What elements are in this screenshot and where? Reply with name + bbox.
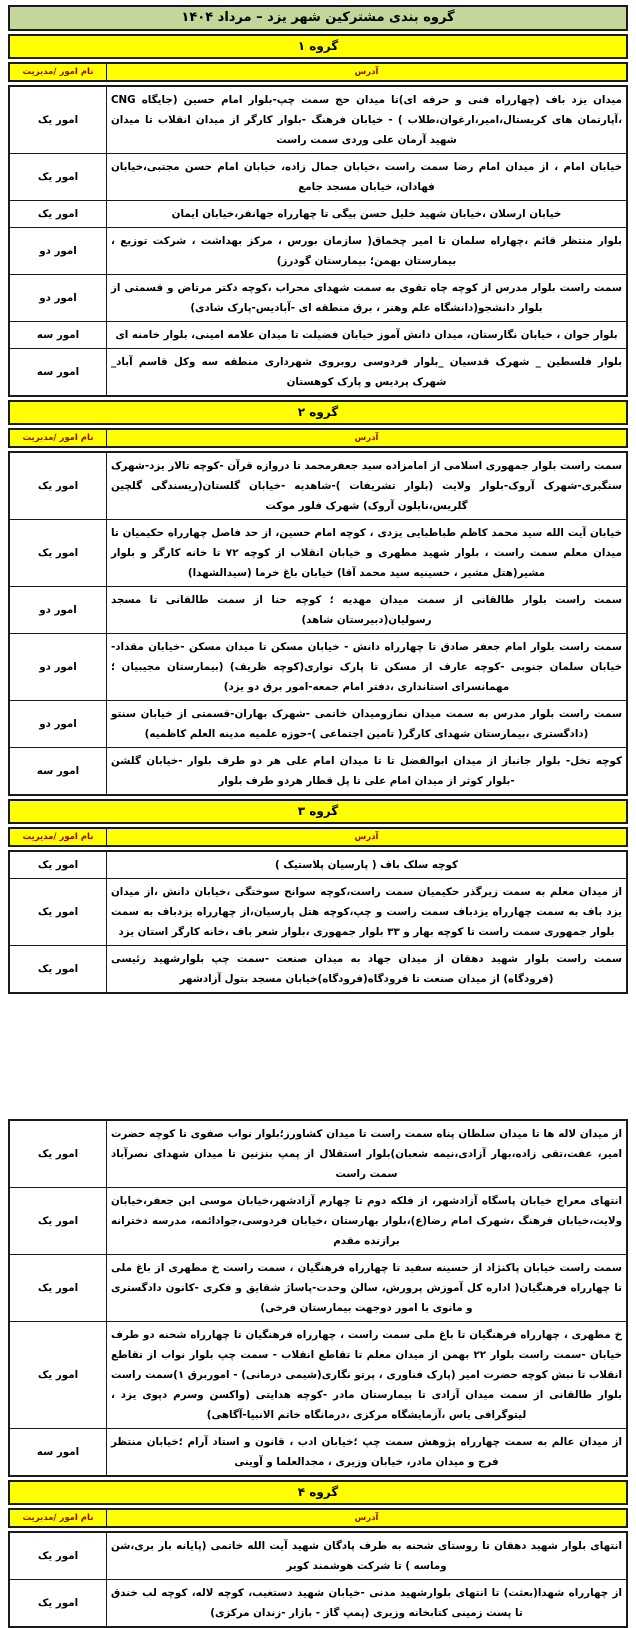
- table-row: [10, 1322, 626, 1429]
- address-cell: از میدان معلم به سمت زیرگذر حکیمیان سمت راست،کوچه سوانح سوختگی ،خیابان دانش ،از میدان یزد باف به سمت چهارراه یزدباف سمت راست و چپ،کوچه هتل پارسیان،از چهارراه یزدباف به سمت بلوار جمهوری سمت راست تا کوچه بهار و ۳۳ بلوار جمهوری ،بلوار شعر باف ،خانه کارگر استان یزد: [111, 886, 622, 938]
- department-cell: امور یک: [10, 154, 107, 200]
- table-row: [10, 349, 626, 395]
- table-row: [10, 275, 626, 322]
- department-cell: امور یک: [10, 1121, 107, 1187]
- address-cell: سمت راست بلوار امام جعفر صادق تا چهارراه دانش - خیابان مسکن تا میدان مسکن -خیابان مقداد-خیابان سلمان جنوبی -کوچه عارف از مسکن تا پارک نواری(کوچه ظریف) (بیمارستان مجیبیان ؛ مهمانسرای استانداری ،دفتر امام جمعه-امور برق دو یزد): [111, 641, 622, 693]
- document-title: گروه بندی مشترکین شهر یزد – مرداد ۱۴۰۴: [8, 5, 628, 31]
- address-column-header: آدرس: [354, 433, 379, 443]
- department-cell: امور یک: [10, 879, 107, 945]
- department-cell: امور یک: [10, 1322, 107, 1428]
- column-header-row: [8, 827, 628, 847]
- column-header-row: [8, 1508, 628, 1528]
- table-row: [10, 228, 626, 275]
- table-row: [10, 701, 626, 748]
- table-row: [10, 587, 626, 634]
- address-cell: سمت راست بلوار مدرس از کوچه چاه تقوی به سمت شهدای محراب ،کوچه دکتر مرتاض و قسمتی از بلوار دانشجو(دانشگاه علم وهنر ، برق منطقه ای -آبادیس-پارک شادی): [111, 282, 622, 314]
- address-cell: بلوار جوان ، خیابان نگارستان، میدان دانش آموز خیابان فضیلت تا میدان علامه امینی، بلوار خامنه ای: [115, 329, 618, 341]
- department-cell: امور یک: [10, 453, 107, 519]
- table-row: [10, 1533, 626, 1580]
- table-row: [10, 1121, 626, 1188]
- address-cell: میدان یزد باف (چهارراه فنی و حرفه ای)تا میدان حج سمت چپ-بلوار امام حسین (جایگاه CNG ،آپارتمان های کریستال،امیر،ارغوان،طلاب ) - خیابان فرهنگ -بلوار کارگر از میدان انقلاب تا میدان شهید آرمان علی وردی سمت راست: [111, 94, 622, 146]
- table-row: [10, 201, 626, 228]
- department-cell: امور سه: [10, 1429, 107, 1475]
- department-cell: امور یک: [10, 201, 107, 227]
- address-column-header: آدرس: [354, 832, 379, 842]
- table-row: [10, 1188, 626, 1255]
- department-cell: امور یک: [10, 520, 107, 586]
- column-header-row: [8, 428, 628, 448]
- table-row: [10, 1255, 626, 1322]
- department-cell: امور یک: [10, 87, 107, 153]
- address-cell: کوچه سلک باف ( پارسیان پلاستیک ): [274, 859, 458, 871]
- address-cell: از چهارراه شهدا(بعثت) تا انتهای بلوارشهید مدنی -خیابان شهید دستغیب، کوچه لاله، کوچه لب خندق تا پست زمینی کتابخانه وزیری (پمپ گاز - بازار -زندان مرکزی): [111, 1587, 622, 1619]
- address-cell: انتهای بلوار شهید دهقان تا روستای شحنه به طرف پادگان شهید آیت الله خاتمی (پایانه بار بری،شن وماسه ) تا شرکت هوشمند کویر: [111, 1540, 622, 1572]
- department-cell: امور یک: [10, 946, 107, 992]
- address-cell: خیابان آیت الله سید محمد کاظم طباطبایی یزدی ، کوچه امام حسین، از حد فاصل چهارراه حکیمیان تا میدان معلم سمت راست ، بلوار شهید مطهری و خیابان انقلاب از کوچه ۷۲ تا خانه کارگر و بلوار مشیر(هتل مشیر ، حسینیه سید محمد آقا) خیابان باغ خرما (سیدالشهدا): [111, 527, 622, 579]
- department-cell: امور سه: [10, 322, 107, 348]
- column-header-row: [8, 62, 628, 82]
- address-cell: سمت راست بلوار شهید دهقان از میدان جهاد به میدان صنعت -سمت چپ بلوارشهید رئیسی (فرودگاه) از میدان صنعت تا فرودگاه(فرودگاه)خیابان مسجد بتول آزادشهر: [111, 953, 622, 985]
- table-row: [10, 946, 626, 992]
- department-cell: امور سه: [10, 349, 107, 395]
- group-header: گروه ۴: [8, 1480, 628, 1505]
- department-cell: امور یک: [10, 1580, 107, 1626]
- address-cell: از میدان عالم به سمت چهارراه پژوهش سمت چپ ؛خیابان ادب ، قانون و استاد آرام ؛خیابان منتظر فرج و میدان مادر، خیابان وزیری ، مجدالعلما و آوینی: [111, 1436, 622, 1468]
- department-cell: امور دو: [10, 228, 107, 274]
- table-row: [10, 520, 626, 587]
- address-cell: سمت راست بلوار طالقانی از سمت میدان مهدیه ؛ کوچه حنا از سمت طالقانی تا مسجد رسولیان(دبیرستان شاهد): [111, 594, 622, 626]
- address-cell: کوچه نخل- بلوار جانباز از میدان ابوالفضل تا تا میدان امام علی هر دو طرف بلوار -خیابان گلشن -بلوار کوثر از میدان امام علی تا پل قطار هردو طرف بلوار: [111, 755, 622, 787]
- table-section: [8, 1119, 628, 1628]
- table-section: [8, 34, 628, 994]
- department-cell: امور سه: [10, 748, 107, 794]
- address-cell: از میدان لاله ها تا میدان سلطان پناه سمت راست تا میدان کشاورز؛بلوار نواب صفوی تا کوچه حضرت امیر، عفت،تقی زاده،بهار آزادی،نیمه شعبان)بلوار استقلال از پمپ بنزنین تا میدان شهدای نصرآباد سمت راست: [111, 1128, 622, 1180]
- group-header: گروه ۱: [8, 34, 628, 59]
- address-column-header: آدرس: [354, 1513, 379, 1523]
- department-column-header: نام امور /مدیریت: [10, 1510, 107, 1526]
- table-row: [10, 852, 626, 879]
- department-column-header: نام امور /مدیریت: [10, 430, 107, 446]
- address-cell: خ مطهری ، چهارراه فرهنگیان تا باغ ملی سمت راست ، چهارراه فرهنگیان تا چهارراه شحنه دو طرف خیابان -سمت راست بلوار ۲۲ بهمن از میدان معلم تا تقاطع انقلاب - سمت چپ بلوار نواب از تقاطع انقلاب تا نبش کوچه حضرت امیر (پارک فناوری ، پرتو نگاری(شیمی درمانی) - اموربرق ۱)سمت راست بلوار طالقانی از سمت میدان آزادی تا بیمارستان مادر -کوچه هدایتی (واکسن وسرم دپوی یزد ، لیتوگرافی یاس ،آزمایشگاه مرکزی ،درمانگاه خاتم الانبیا-آگاهی): [111, 1329, 622, 1421]
- rows-table: [8, 1531, 628, 1628]
- group-header: گروه ۳: [8, 799, 628, 824]
- address-column-header: آدرس: [354, 67, 379, 77]
- rows-table: [8, 85, 628, 397]
- table-row: [10, 154, 626, 201]
- department-cell: امور دو: [10, 587, 107, 633]
- address-cell: خیابان ارسلان ،خیابان شهید خلیل حسن بیگی تا چهارراه جهانفر،خیابان ایمان: [171, 208, 562, 220]
- department-cell: امور یک: [10, 852, 107, 878]
- table-row: [10, 748, 626, 794]
- department-cell: امور یک: [10, 1255, 107, 1321]
- table-row: [10, 453, 626, 520]
- address-cell: خیابان امام ، از میدان امام رضا سمت راست ،خیابان جمال زاده، خیابان امام حسن مجتبی،خیابان فهادان، خیابان مسجد جامع: [111, 161, 622, 193]
- department-column-header: نام امور /مدیریت: [10, 829, 107, 845]
- table-row: [10, 634, 626, 701]
- table-row: [10, 1580, 626, 1626]
- rows-table: [8, 850, 628, 994]
- department-cell: امور یک: [10, 1533, 107, 1579]
- address-cell: سمت راست خیابان پاکنژاد از حسینه سفید تا چهارراه فرهنگیان ، سمت راست خ مطهری از باغ ملی تا چهارراه فرهنگیان( اداره کل آموزش پرورش، سالن وحدت-پاساژ شقایق و فکری -کانون دادگستری و مانوی با امور دوجهت بیمارستان فرخی): [111, 1262, 622, 1314]
- address-cell: سمت راست بلوار مدرس به سمت میدان نمازومیدان خاتمی -شهرک بهاران-قسمتی از خیابان سنتو (دادگستری ،بیمارستان شهدای کارگر( تامین اجتماعی )-حوزه علمیه مدینه العلم کاظمیه): [111, 708, 622, 740]
- table-row: [10, 879, 626, 946]
- department-column-header: نام امور /مدیریت: [10, 64, 107, 80]
- department-cell: امور یک: [10, 1188, 107, 1254]
- address-cell: سمت راست بلوار جمهوری اسلامی از امامزاده سید جعفرمحمد تا دروازه قرآن -کوچه تالار یزد-شهرک سنگبری-شهرک آروک-بلوار ولایت (بلوار تشریفات )-شاهدیه -خیابان گلستان(ریسندگی گلچین گلریس،نایلون آروک) شهرک فلور موکت: [111, 460, 622, 512]
- address-cell: انتهای معراج خیابان پاسگاه آزادشهر، از فلکه دوم تا چهارم آزادشهر،خیابان موسی ابن جعفر،خیابان ولایت،خیابان فرهنگ ،شهرک امام رضا(ع)،بلوار بهارستان ،خیابان فردوسی،جوادائمه، مدرسه دخترانه برازنده مقدم: [111, 1195, 622, 1247]
- address-cell: بلوار منتظر قائم ،چهاراه سلمان تا امیر چخماق( سازمان بورس ، مرکز بهداشت ، شرکت توزیع ، بیمارستان بهمن؛ بیمارستان گودرز): [111, 235, 622, 267]
- department-cell: امور دو: [10, 275, 107, 321]
- table-content: [8, 34, 628, 1628]
- table-row: [10, 87, 626, 154]
- table-row: [10, 1429, 626, 1475]
- address-cell: بلوار فلسطین _ شهرک قدسیان _بلوار فردوسی روبروی شهرداری منطقه سه وکل قاسم آباد_ شهرک پردیس و پارک کوهستان: [111, 356, 622, 388]
- rows-table: [8, 1119, 628, 1477]
- page-break-gap: [8, 997, 628, 1119]
- rows-table: [8, 451, 628, 796]
- group-header: گروه ۲: [8, 400, 628, 425]
- department-cell: امور دو: [10, 634, 107, 700]
- department-cell: امور دو: [10, 701, 107, 747]
- table-row: [10, 322, 626, 349]
